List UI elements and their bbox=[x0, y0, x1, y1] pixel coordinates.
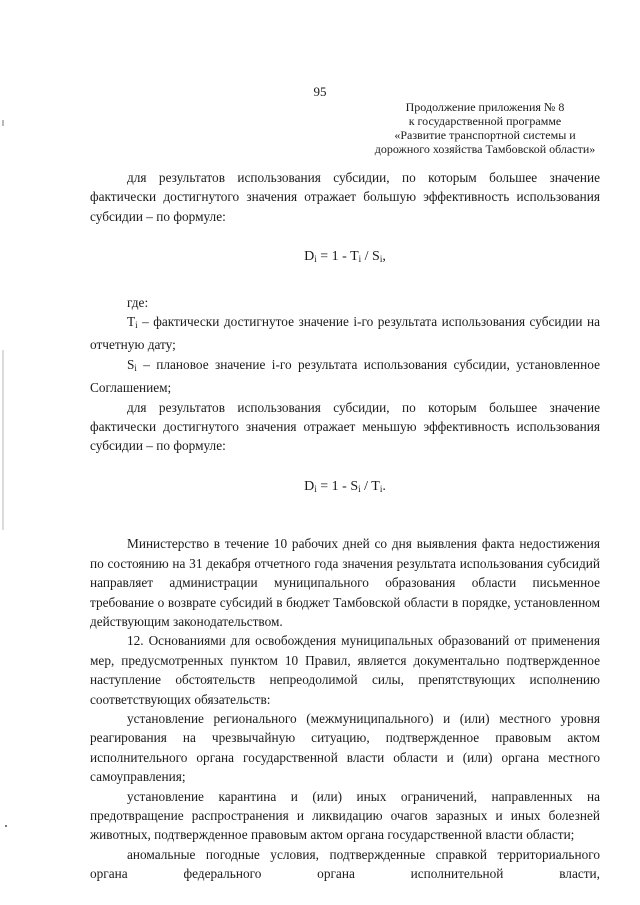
definition-t bbox=[90, 312, 600, 355]
formula-part: / T bbox=[360, 478, 380, 494]
formula-subscript: i bbox=[379, 254, 383, 265]
appendix-header bbox=[350, 100, 620, 156]
symbol: S bbox=[127, 356, 135, 372]
formula-decrease bbox=[90, 477, 600, 499]
document-body bbox=[90, 168, 600, 884]
paragraph: Министерство в течение 10 рабочих дней со дня выявления факта недостижения по состоянию на 31 декабря отчетного года значения результата использования субсидий направляет администрации муниципального образования области письменное требование о возврате субсидий в бюджет Тамбовской области в порядке, установленном действующим законодательством. bbox=[90, 536, 600, 629]
paragraph: для результатов использования субсидии, по которым большее значение фактически достигнутого значения отражает большую эффективность использования субсидии – по формуле: bbox=[90, 170, 600, 224]
header-line: Продолжение приложения № 8 bbox=[405, 100, 565, 114]
header-line: к государственной программе bbox=[408, 114, 562, 128]
formula-subscript: i bbox=[314, 254, 317, 265]
formula-increase bbox=[90, 247, 600, 269]
formula-part: D bbox=[304, 478, 315, 494]
definition-s bbox=[90, 355, 600, 398]
scan-edge-mark bbox=[2, 350, 4, 530]
paragraph: 12. Основаниями для освобождения муниципальных образований от применения мер, предусмотренных пунктом 10 Правил, является документально подтвержденное наступление обстоятельств непреодолимой силы, препятствующих исполнению соответствующих обязательств: bbox=[90, 633, 600, 707]
formula-subscript: i bbox=[358, 483, 361, 494]
where-label: где: bbox=[127, 294, 149, 310]
formula-part: = 1 - S bbox=[316, 478, 359, 494]
scan-dot bbox=[5, 825, 7, 827]
formula-subscript: i bbox=[358, 254, 362, 265]
scan-edge-mark bbox=[2, 120, 4, 126]
symbol: T bbox=[127, 314, 136, 330]
paragraph: для результатов использования субсидии, по которым большее значение фактически достигнутого значения отражает меньшую эффективность использования субсидии – по формуле: bbox=[90, 399, 600, 454]
formula-subscript: i bbox=[134, 362, 137, 373]
header-line: дорожного хозяйства Тамбовской области» bbox=[374, 142, 596, 156]
paragraph: аномальные погодные условия, подтвержденные справкой территориального органа федерального органа исполнительной власти, bbox=[90, 846, 600, 882]
definition-text: – фактически достигнутое значение i-го результата использования субсидии на отчетную дату; bbox=[90, 314, 600, 353]
formula-part: / S bbox=[361, 249, 380, 265]
formula-subscript: i bbox=[135, 320, 138, 331]
header-line: «Развитие транспортной системы и bbox=[394, 128, 576, 142]
paragraph: установление карантина и (или) иных ограничений, направленных на предотвращение распространения и ликвидацию очагов заразных и иных болезней животных, подтвержденное правовым актом органа государственной власти области; bbox=[90, 788, 600, 843]
formula-part: = 1 - T bbox=[316, 249, 359, 265]
formula-part: D bbox=[304, 249, 315, 265]
paragraph: установление регионального (межмуниципального) и (или) местного уровня реагирования на чрезвычайную ситуацию, подтвержденное правовым актом исполнительного органа государственной власти области и (или) органа местного самоуправления; bbox=[90, 710, 600, 785]
formula-subscript: i bbox=[379, 483, 383, 494]
page-number: 95 bbox=[313, 84, 327, 99]
formula-part: , bbox=[382, 249, 386, 265]
definition-text: – плановое значение i-го результата использования субсидии, установленное Соглашением; bbox=[90, 356, 600, 396]
formula-subscript: i bbox=[314, 483, 317, 494]
formula-part: . bbox=[382, 478, 386, 494]
